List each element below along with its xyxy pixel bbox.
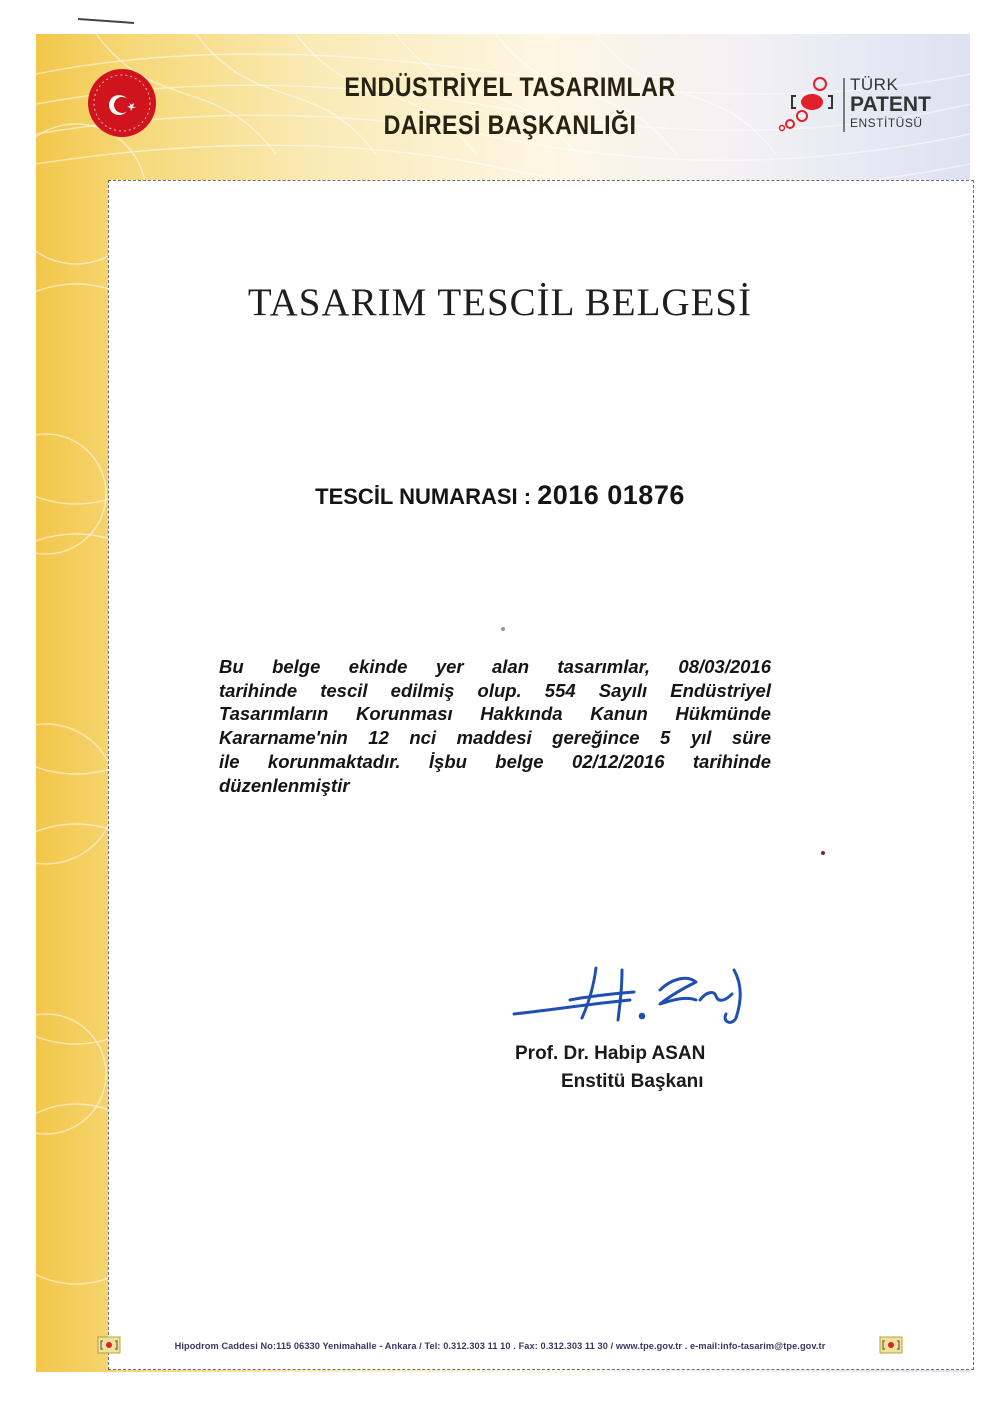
footer-contact-info: Hipodrom Caddesi No:115 06330 Yenimahalle - Ankara / Tel: 0.312.303 11 10 . Fax: 0.312.303 11 30 / www.tpe.gov.tr . e-mail:info-tasarim@tpe.gov.tr: [174, 1341, 826, 1351]
registration-number-line: [0, 480, 1000, 511]
signatory-name: Prof. Dr. Habip ASAN: [515, 1043, 706, 1064]
signatory-title: Enstitü Başkanı: [561, 1071, 704, 1092]
statement-line: düzenlenmiştir: [219, 774, 350, 796]
ink-speck: [501, 627, 505, 631]
department-header: [329, 68, 690, 144]
statement-line: ile korunmaktadır. İşbu belge 02/12/2016 tarihinde: [219, 750, 771, 772]
document-title: TASARIM TESCİL BELGESİ: [247, 281, 753, 324]
statement-line: tarihinde tescil edilmiş olup. 554 Sayılı Endüstriyel: [219, 679, 771, 701]
statement-line: Tasarımların Korunması Hakkında Kanun Hükmünde: [219, 703, 771, 725]
logo-line3: ENSTİTÜSÜ: [850, 116, 923, 130]
logo-line2: PATENT: [850, 93, 931, 116]
turkish-emblem-icon: [86, 67, 158, 139]
registration-number: 2016 01876: [537, 480, 685, 510]
footer-logo-icon: [96, 1335, 122, 1355]
department-header-line2: DAİRESİ BAŞKANLIĞI: [383, 110, 637, 140]
department-header-line1: ENDÜSTRİYEL TASARIMLAR: [344, 72, 676, 102]
footer-logo-icon: [878, 1335, 904, 1355]
ink-speck: [821, 851, 825, 855]
scan-artifact: [78, 18, 134, 24]
statement-line: Bu belge ekinde yer alan tasarımlar, 08/03/2016: [219, 656, 771, 677]
certificate-statement: [219, 655, 771, 797]
turk-patent-logo-text: [850, 76, 931, 131]
handwritten-signature: [510, 960, 780, 1030]
logo-line1: TÜRK: [850, 75, 899, 94]
registration-label: TESCİL NUMARASI :: [315, 484, 532, 509]
statement-line: Kararname'nin 12 nci maddesi gereğince 5 yıl süre: [219, 727, 771, 749]
